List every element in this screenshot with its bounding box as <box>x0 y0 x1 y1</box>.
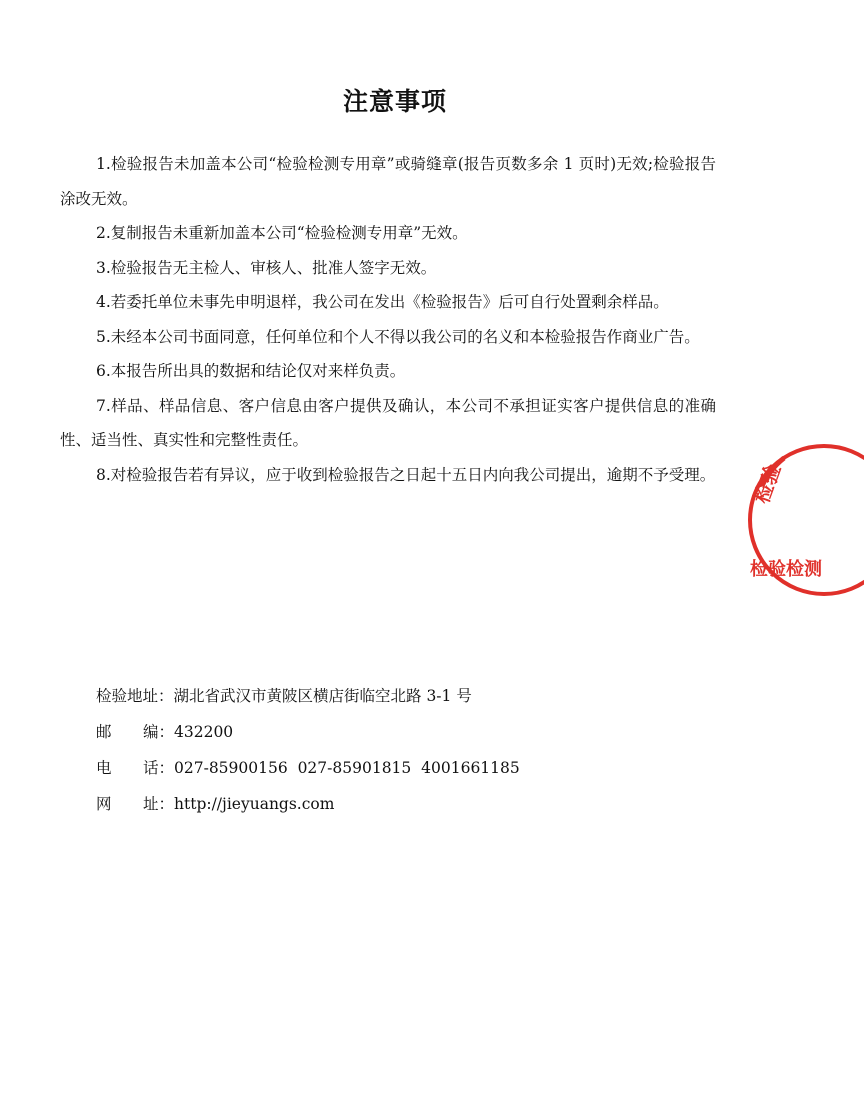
address-label: 检验地址： <box>96 687 174 705</box>
notice-item-5: 5.未经本公司书面同意，任何单位和个人不得以我公司的名义和本检验报告作商业广告。 <box>96 327 700 346</box>
notice-item-7: 7.样品、样品信息、客户信息由客户提供及确认，本公司不承担证实客户提供信息的准确性、适当性、真实性和完整性责任。 <box>60 396 716 449</box>
seal-text-top: 检验 <box>749 460 786 507</box>
postcode-label <box>96 714 174 750</box>
page-title: 注意事项 <box>342 87 447 116</box>
notice-item-2: 2.复制报告未重新加盖本公司“检验检测专用章”无效。 <box>96 224 468 242</box>
postcode-row <box>96 714 520 750</box>
notice-list <box>60 147 716 492</box>
seal-stamp <box>744 440 864 600</box>
notice-item-8: 8.对检验报告若有异议，应于收到检验报告之日起十五日内向我公司提出，逾期不予受理。 <box>96 465 716 484</box>
phone-label-a: 电 <box>96 759 112 777</box>
phone-value: 027-85900156 027-85901815 4001661185 <box>174 759 520 777</box>
notice-item-6: 6.本报告所出具的数据和结论仅对来样负责。 <box>96 362 406 380</box>
notice-item-4: 4.若委托单位未事先申明退样，我公司在发出《检验报告》后可自行处置剩余样品。 <box>96 293 669 311</box>
address-row <box>96 678 520 714</box>
contact-block <box>96 678 520 822</box>
address-value: 湖北省武汉市黄陂区横店街临空北路 3-1 号 <box>173 687 472 705</box>
notice-item-1: 1.检验报告未加盖本公司“检验检测专用章”或骑缝章(报告页数多余 1 页时)无效;检验报告涂改无效。 <box>60 155 716 208</box>
phone-row <box>96 750 520 786</box>
website-row <box>96 786 520 822</box>
seal-text-side: 检验检测 <box>750 559 822 580</box>
website-label-b: 址： <box>142 795 174 813</box>
postcode-label-a: 邮 <box>96 723 112 741</box>
website-value: http://jieyuangs.com <box>174 795 335 813</box>
phone-label <box>96 750 174 786</box>
website-label-a: 网 <box>96 795 112 813</box>
website-label <box>96 786 174 822</box>
postcode-value: 432200 <box>174 723 234 741</box>
phone-label-b: 话： <box>142 759 174 777</box>
notice-item-3: 3.检验报告无主检人、审核人、批准人签字无效。 <box>96 258 437 277</box>
postcode-label-b: 编： <box>142 723 174 741</box>
